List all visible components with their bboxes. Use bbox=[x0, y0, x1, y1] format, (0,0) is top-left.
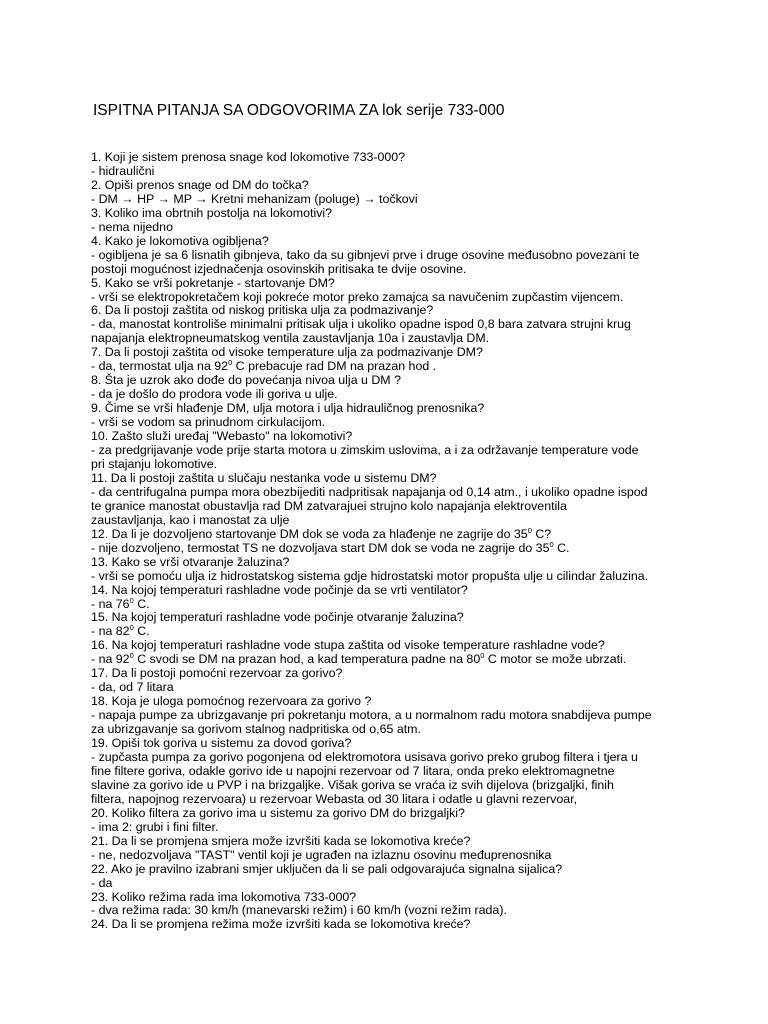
line-text: 6. Da li postoji zaštita od niskog pritiska ulja za podmazivanje? bbox=[91, 303, 434, 318]
degree-superscript: 0 bbox=[480, 651, 485, 661]
answer-line bbox=[91, 318, 691, 332]
degree-superscript: 0 bbox=[228, 358, 233, 368]
line-text: filtera, napojnog rezervoara) u rezervoar Webasta od 30 litara i odatle u glavni rezervoar, bbox=[91, 791, 578, 806]
line-text: zaustavljanja, kao i manostat za ulje bbox=[91, 512, 290, 527]
answer-line bbox=[91, 793, 691, 807]
line-text: 10. Zašto služi uređaj "Webasto" na lokomotivi? bbox=[91, 429, 353, 444]
line-text: 23. Koliko režima rada ima lokomotiva 733-000? bbox=[91, 889, 357, 904]
answer-line bbox=[91, 221, 691, 235]
line-text: 12. Da li je dozvoljeno startovanje DM dok se voda za hlađenje ne zagrije do 35 bbox=[91, 526, 528, 541]
line-text: - da, termostat ulja na 92 bbox=[91, 359, 229, 374]
question-line bbox=[91, 918, 691, 932]
line-text: 22. Ako je pravilno izabrani smjer uključen da li se pali odgovarajuća signalna sijalica? bbox=[91, 861, 563, 876]
line-text: - napaja pumpe za ubrizgavanje pri pokretanju motora, a u normalnom radu motora snabdijeva pumpe bbox=[91, 708, 652, 723]
answer-line bbox=[91, 765, 691, 779]
line-text: - za predgrijavanje vode prije starta motora u zimskim uslovima, a i za održavanje temperature vode bbox=[91, 443, 639, 458]
line-text: - dva režima rada: 30 km/h (manevarski režim) i 60 km/h (vozni režim rada). bbox=[91, 903, 507, 918]
line-text: 19. Opiši tok goriva u sistemu za dovod goriva? bbox=[91, 736, 352, 751]
line-text: 14. Na kojoj temperaturi rashladne vode počinje da se vrti ventilator? bbox=[91, 582, 468, 597]
answer-line bbox=[91, 444, 691, 458]
line-text: 8. Šta je uzrok ako dođe do povećanja nivoa ulja u DM ? bbox=[91, 373, 401, 388]
line-text: 5. Kako se vrši pokretanje - startovanje DM? bbox=[91, 275, 335, 290]
line-text: za ubrizgavanje sa gorivom stalnog nadpritiska od o,65 atm. bbox=[91, 722, 421, 737]
answer-line bbox=[91, 291, 691, 305]
line-text: C? bbox=[531, 526, 552, 541]
line-text: 16. Na kojoj temperaturi rashladne vode stupa zaštita od visoke temperature rashladne vode? bbox=[91, 638, 605, 653]
question-line bbox=[91, 235, 691, 249]
answer-line bbox=[91, 539, 691, 556]
question-line bbox=[91, 695, 691, 709]
line-text: 11. Da li postoji zaštita u slučaju nestanka vode u sistemu DM? bbox=[91, 470, 437, 485]
answer-line bbox=[91, 625, 691, 639]
question-line bbox=[91, 374, 691, 388]
line-text: - vrši se pomoću ulja iz hidrostatskog sistema gdje hidrostatski motor propušta ulje u cilindar žaluzina. bbox=[91, 568, 649, 583]
line-text: fine filtere goriva, odakle gorivo ide u napojni rezervoar od 7 litara, onda preko elektromagnetne bbox=[91, 763, 615, 778]
answer-line bbox=[91, 709, 691, 723]
question-line bbox=[91, 611, 691, 625]
degree-superscript: 0 bbox=[129, 595, 134, 605]
question-line bbox=[91, 556, 691, 570]
question-line bbox=[91, 891, 691, 905]
degree-superscript: 0 bbox=[527, 525, 532, 535]
line-text: 24. Da li se promjena režima može izvršiti kada se lokomotiva kreće? bbox=[91, 917, 471, 932]
line-text: - na 92 bbox=[91, 652, 130, 667]
line-text: - hidraulični bbox=[91, 163, 155, 178]
answer-line bbox=[91, 877, 691, 891]
answer-line bbox=[91, 723, 691, 737]
line-text: - da, od 7 litara bbox=[91, 680, 174, 695]
question-line bbox=[91, 525, 691, 542]
answer-line bbox=[91, 779, 691, 793]
question-line bbox=[91, 835, 691, 849]
answer-line bbox=[91, 486, 691, 500]
answer-line bbox=[91, 849, 691, 863]
answer-line bbox=[91, 165, 691, 179]
answer-line bbox=[91, 904, 691, 918]
answer-line bbox=[91, 821, 691, 835]
line-text: C svodi se DM na prazan hod, a kad temperatura padne na 80 bbox=[133, 652, 481, 667]
line-text: te granice manostat obustavlja rad DM zatvarajuei strujno kolo napajanja elektroventila bbox=[91, 498, 567, 513]
line-text: - da centrifugalna pumpa mora obezbijediti nadpritisak napajanja od 0,14 atm., i ukoliko opadne ispod bbox=[91, 484, 648, 499]
answer-line bbox=[91, 458, 691, 472]
line-text: pri stajanju lokomotive. bbox=[91, 456, 218, 471]
question-answer-list bbox=[91, 151, 691, 932]
line-text: C prebacuje rad DM na prazan hod . bbox=[232, 359, 437, 374]
question-line bbox=[91, 277, 691, 291]
line-text: 2. Opiši prenos snage od DM do točka? bbox=[91, 177, 309, 192]
line-text: slavine za gorivo ide u PVP i na brizgaljke. Višak goriva se vraća iz svih dijelova (brizgaljki, finih bbox=[91, 777, 614, 792]
line-text: - da je došlo do prodora vode ili goriva u ulje. bbox=[91, 387, 338, 402]
line-text: - ima 2: grubi i fini filter. bbox=[91, 819, 219, 834]
line-text: C motor se može ubrzati. bbox=[484, 652, 627, 667]
question-line bbox=[91, 179, 691, 193]
question-line bbox=[91, 584, 691, 598]
answer-line bbox=[91, 416, 691, 430]
line-text: C. bbox=[553, 540, 570, 555]
line-text: 13. Kako se vrši otvaranje žaluzina? bbox=[91, 554, 290, 569]
line-text: C. bbox=[133, 624, 150, 639]
answer-line bbox=[91, 249, 691, 263]
question-line bbox=[91, 430, 691, 444]
question-line bbox=[91, 667, 691, 681]
line-text: 4. Kako je lokomotiva ogibljena? bbox=[91, 233, 269, 248]
question-line bbox=[91, 863, 691, 877]
line-text: 15. Na kojoj temperaturi rashladne vode počinje otvaranje žaluzina? bbox=[91, 610, 464, 625]
degree-superscript: 0 bbox=[549, 539, 554, 549]
question-line bbox=[91, 402, 691, 416]
line-text: 17. Da li postoji pomoćni rezervoar za gorivo? bbox=[91, 666, 343, 681]
line-text: - nema nijedno bbox=[91, 219, 173, 234]
question-line bbox=[91, 472, 691, 486]
line-text: napajanja elektropneumatskog ventila zaustavljanja 10a i zaustavlja DM. bbox=[91, 331, 490, 346]
answer-line bbox=[91, 681, 691, 695]
question-line bbox=[91, 151, 691, 165]
line-text: 20. Koliko filtera za gorivo ima u sistemu za gorivo DM do brizgaljki? bbox=[91, 805, 465, 820]
question-line bbox=[91, 807, 691, 821]
line-text: - ogibljena je sa 6 lisnatih gibnjeva, tako da su gibnjevi prve i druge osovine međusobno povezani te bbox=[91, 247, 640, 262]
line-text: 3. Koliko ima obrtnih postolja na lokomotivi? bbox=[91, 205, 333, 220]
line-text: - ne, nedozvoljava "TAST" ventil koji je ugrađen na izlaznu osovinu međuprenosnika bbox=[91, 847, 552, 862]
line-text: 18. Koja je uloga pomoćnog rezervoara za gorivo ? bbox=[91, 694, 372, 709]
line-text: - nije dozvoljeno, termostat TS ne dozvoljava start DM dok se voda ne zagrije do 35 bbox=[91, 540, 550, 555]
line-text: - vrši se elektropokretačem koji pokreće motor preko zamajca sa navučenim zupčastim vijencem. bbox=[91, 289, 624, 304]
answer-line bbox=[91, 332, 691, 346]
line-text: 9. Čime se vrši hlađenje DM, ulja motora i ulja hidrauličnog prenosnika? bbox=[91, 401, 485, 416]
line-text: - zupčasta pumpa za gorivo pogonjena od elektromotora usisava gorivo preko grubog filtera i tjera u bbox=[91, 749, 638, 764]
line-text: 21. Da li se promjena smjera može izvršiti kada se lokomotiva kreće? bbox=[91, 833, 471, 848]
degree-superscript: 0 bbox=[129, 651, 134, 661]
answer-line bbox=[91, 653, 691, 667]
answer-line bbox=[91, 595, 691, 612]
answer-line bbox=[91, 751, 691, 765]
question-line bbox=[91, 737, 691, 751]
line-text: - na 76 bbox=[91, 596, 130, 611]
line-text: - da bbox=[91, 875, 113, 890]
answer-line bbox=[91, 570, 691, 584]
degree-superscript: 0 bbox=[129, 623, 134, 633]
line-text: postoji mogućnost izjednačenja osovinskih pritisaka te dvije osovine. bbox=[91, 261, 467, 276]
line-text: - da, manostat kontroliše minimalni pritisak ulja i ukoliko opadne ispod 0,8 bara zatvara strujni krug bbox=[91, 317, 631, 332]
question-line bbox=[91, 207, 691, 221]
line-text: - DM → HP → MP → Kretni mehanizam (poluge) → točkovi bbox=[91, 191, 418, 206]
answer-line bbox=[91, 514, 691, 528]
line-text: - vrši se vodom sa prinudnom cirkulacijom. bbox=[91, 415, 326, 430]
line-text: - na 82 bbox=[91, 624, 130, 639]
answer-line bbox=[91, 193, 691, 207]
line-text: 7. Da li postoji zaštita od visoke temperature ulja za podmazivanje DM? bbox=[91, 345, 483, 360]
line-text: C. bbox=[133, 596, 150, 611]
document-title: ISPITNA PITANJA SA ODGOVORIMA ZA lok serije 733-000 bbox=[93, 102, 505, 119]
line-text: 1. Koji je sistem prenosa snage kod lokomotive 733-000? bbox=[91, 150, 406, 164]
answer-line bbox=[91, 263, 691, 277]
answer-line bbox=[91, 500, 691, 514]
question-line bbox=[91, 304, 691, 318]
